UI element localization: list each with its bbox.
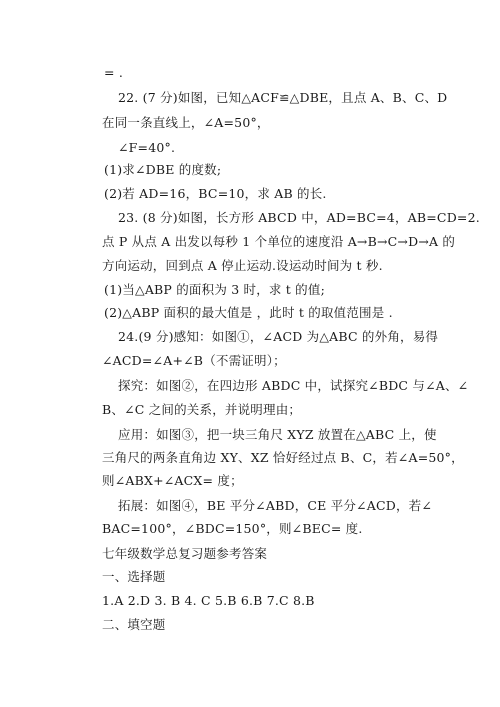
- multiple-choice-answers: 1.A 2.D 3. B 4. C 5.B 6.B 7.C 8.B: [102, 593, 315, 608]
- text-line-1: = .: [104, 65, 124, 80]
- section-multiple-choice: 一、选择题: [102, 569, 166, 584]
- question-24-extend: 拓展：如图④，BE 平分∠ABD，CE 平分∠ACD，若∠: [118, 498, 433, 513]
- question-24-extend-cont: BAC=100°，∠BDC=150°，则∠BEC= 度.: [102, 521, 363, 536]
- question-23-part-2: (2)△ABP 面积的最大值是 ，此时 t 的取值范围是 .: [104, 305, 393, 320]
- question-24-line-2: ∠ACD=∠A+∠B（不需证明）；: [102, 353, 286, 368]
- question-22-part-2: (2)若 AD=16，BC=10，求 AB 的长.: [104, 186, 327, 201]
- question-23-line-3: 方向运动，回到点 A 停止运动.设运动时间为 t 秒.: [102, 258, 383, 273]
- question-22-line-2: 在同一条直线上，∠A=50°，: [102, 115, 270, 130]
- section-fill-in: 二、填空题: [102, 617, 166, 632]
- question-22-part-1: (1)求∠DBE 的度数;: [104, 162, 222, 177]
- question-24-apply: 应用：如图③，把一块三角尺 XYZ 放置在△ABC 上，使: [118, 427, 437, 442]
- question-23-line-2: 点 P 从点 A 出发以每秒 1 个单位的速度沿 A→B→C→D→A 的: [102, 234, 456, 249]
- question-24-apply-cont: 三角尺的两条直角边 XY、XZ 恰好经过点 B、C，若∠A=50°，: [102, 450, 464, 465]
- question-23-part-1: (1)当△ABP 的面积为 3 时，求 t 的值;: [104, 282, 325, 297]
- question-22-line-3: ∠F=40°.: [118, 140, 176, 155]
- question-23-header: 23. (8 分)如图，长方形 ABCD 中，AD=BC=4，AB=CD=2.: [118, 210, 480, 225]
- answer-key-title: 七年级数学总复习题参考答案: [102, 546, 268, 561]
- question-24-apply-answer: 则∠ABX+∠ACX= 度；: [102, 473, 243, 488]
- question-24-header: 24.(9 分)感知：如图①，∠ACD 为△ABC 的外角，易得: [118, 329, 439, 344]
- question-22-header: 22. (7 分)如图，已知△ACF≌△DBE，且点 A、B、C、D: [118, 90, 448, 105]
- question-24-explore-cont: B、∠C 之间的关系，并说明理由；: [102, 402, 302, 417]
- question-24-explore: 探究：如图②，在四边形 ABDC 中，试探究∠BDC 与∠A、∠: [118, 378, 469, 393]
